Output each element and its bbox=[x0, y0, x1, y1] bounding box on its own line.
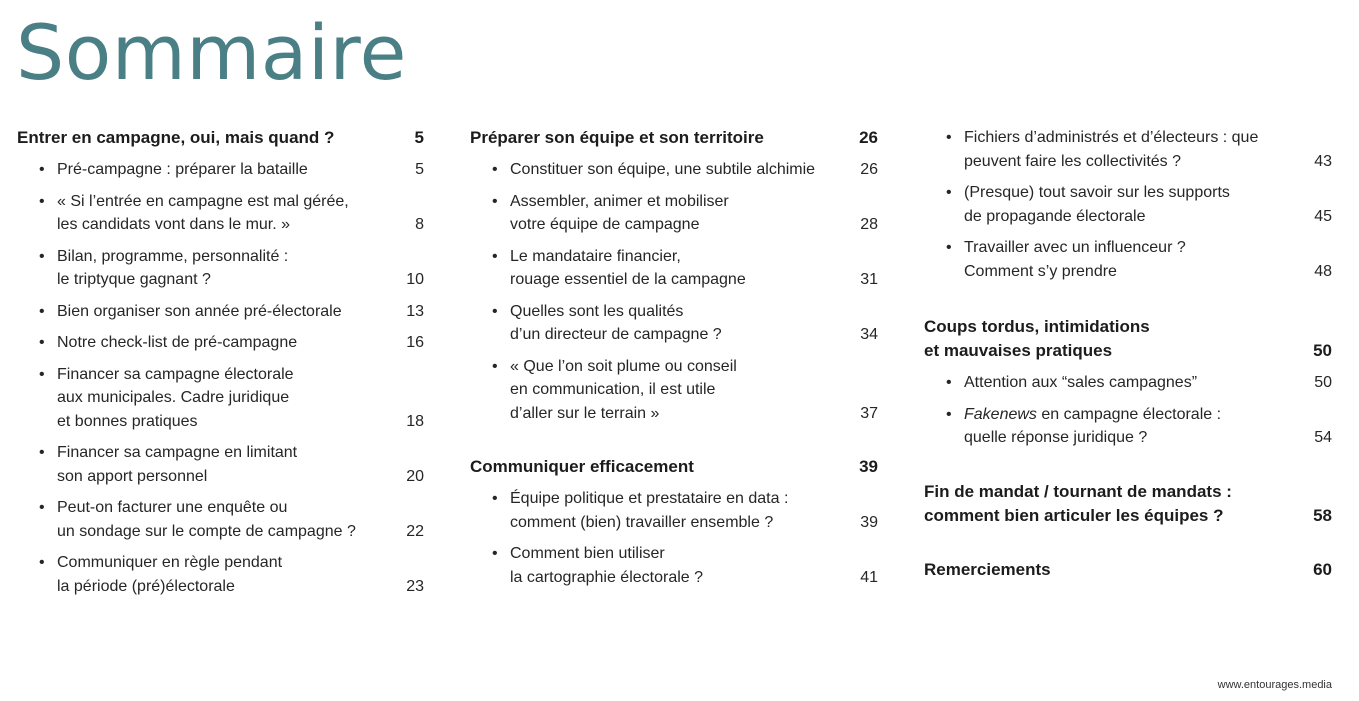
entry-page-number: 22 bbox=[406, 522, 424, 540]
entry-page-number: 54 bbox=[1314, 429, 1332, 446]
entry-title bbox=[964, 403, 1221, 450]
entry-page-number: 26 bbox=[860, 161, 878, 178]
footer-url[interactable]: www.entourages.media bbox=[1217, 679, 1332, 691]
toc-entry[interactable] bbox=[470, 542, 878, 589]
section-page-number: 50 bbox=[1313, 341, 1332, 360]
entry-page-number: 34 bbox=[860, 326, 878, 343]
entry-title: Bilan, programme, personnalité : le triptyque gagnant ? bbox=[57, 247, 289, 288]
section-title: Remerciements bbox=[924, 559, 1051, 579]
entry-title: Financer sa campagne électorale aux municipales. Cadre juridique et bonnes pratiques bbox=[57, 365, 294, 430]
toc-entry[interactable] bbox=[17, 300, 424, 324]
entry-page-number: 37 bbox=[860, 404, 878, 422]
toc-entry[interactable] bbox=[924, 181, 1332, 228]
page-title: Sommaire bbox=[16, 8, 407, 97]
entry-page-number: 13 bbox=[406, 302, 424, 320]
bullet-icon: • bbox=[39, 247, 45, 265]
toc-entry[interactable] bbox=[924, 126, 1332, 173]
entry-title: Fichiers d’administrés et d’électeurs : que peuvent faire les collectivités ? bbox=[964, 129, 1259, 170]
bullet-icon: • bbox=[39, 444, 45, 461]
entry-title: Bien organiser son année pré-électorale bbox=[57, 302, 342, 320]
entry-title: Peut-on facturer une enquête ou un sondage sur le compte de campagne ? bbox=[57, 499, 356, 540]
bullet-icon: • bbox=[946, 184, 952, 201]
entry-title: Équipe politique et prestataire en data : comment (bien) travailler ensemble ? bbox=[510, 490, 789, 531]
entry-title: Financer sa campagne en limitant son apport personnel bbox=[57, 444, 298, 485]
bullet-icon: • bbox=[39, 365, 45, 383]
entry-title: (Presque) tout savoir sur les supports de propagande électorale bbox=[964, 184, 1230, 225]
section-page-number: 26 bbox=[859, 128, 878, 147]
entry-title: Attention aux “sales campagnes” bbox=[964, 374, 1198, 391]
entry-page-number: 23 bbox=[406, 577, 424, 595]
toc-entry[interactable] bbox=[470, 487, 878, 534]
bullet-icon: • bbox=[492, 545, 498, 562]
entry-page-number: 50 bbox=[1314, 374, 1332, 391]
entry-title: Le mandataire financier, rouage essentiel de la campagne bbox=[510, 247, 746, 288]
entry-page-number: 41 bbox=[860, 568, 878, 586]
toc-entry[interactable] bbox=[17, 496, 424, 543]
entry-title: Communiquer en règle pendant la période (pré)électorale bbox=[57, 554, 283, 595]
toc-section[interactable] bbox=[924, 558, 1332, 582]
section-title: Communiquer efficacement bbox=[470, 457, 694, 476]
entry-title: « Si l’entrée en campagne est mal gérée, les candidats vont dans le mur. » bbox=[57, 192, 349, 233]
bullet-icon: • bbox=[39, 554, 45, 571]
toc-entry[interactable] bbox=[17, 441, 424, 488]
toc-section[interactable] bbox=[17, 126, 424, 150]
bullet-icon: • bbox=[39, 302, 45, 320]
toc-entry[interactable] bbox=[470, 190, 878, 237]
toc-entry-list bbox=[924, 371, 1332, 450]
entry-page-number: 43 bbox=[1314, 152, 1332, 170]
entry-page-number: 31 bbox=[860, 271, 878, 288]
bullet-icon: • bbox=[946, 374, 952, 391]
section-page-number: 39 bbox=[859, 457, 878, 476]
section-title: Entrer en campagne, oui, mais quand ? bbox=[17, 128, 335, 147]
bullet-icon: • bbox=[492, 247, 498, 265]
toc-section[interactable] bbox=[924, 315, 1332, 363]
entry-page-number: 18 bbox=[406, 412, 424, 430]
section-page-number: 5 bbox=[414, 128, 424, 147]
entry-page-number: 20 bbox=[406, 467, 424, 485]
entry-page-number: 39 bbox=[860, 513, 878, 531]
toc-entry[interactable] bbox=[470, 300, 878, 347]
toc-entry[interactable] bbox=[470, 355, 878, 426]
entry-page-number: 8 bbox=[415, 216, 424, 233]
entry-title: Travailler avec un influenceur ? Comment s’y prendre bbox=[964, 239, 1186, 280]
toc-entry[interactable] bbox=[924, 236, 1332, 283]
toc-entry[interactable] bbox=[17, 158, 424, 182]
section-title: Coups tordus, intimidations et mauvaises pratiques bbox=[924, 317, 1150, 360]
bullet-icon: • bbox=[492, 302, 498, 320]
bullet-icon: • bbox=[492, 161, 498, 178]
toc-section[interactable] bbox=[924, 480, 1332, 528]
entry-page-number: 16 bbox=[406, 334, 424, 351]
toc-entry[interactable] bbox=[470, 158, 878, 182]
toc-column-2 bbox=[470, 126, 878, 589]
bullet-icon: • bbox=[946, 239, 952, 256]
section-page-number: 60 bbox=[1313, 559, 1332, 579]
entry-page-number: 5 bbox=[415, 161, 424, 178]
entry-title: « Que l’on soit plume ou conseil en communication, il est utile d’aller sur le terrain » bbox=[510, 357, 737, 422]
entry-page-number: 10 bbox=[406, 271, 424, 288]
toc-section[interactable] bbox=[470, 126, 878, 150]
toc-column-3 bbox=[924, 126, 1332, 582]
toc-column-1 bbox=[17, 126, 424, 598]
entry-title-rest: en campagne électorale : quelle réponse juridique ? bbox=[964, 405, 1222, 446]
section-page-number: 58 bbox=[1313, 505, 1332, 525]
bullet-icon: • bbox=[39, 334, 45, 351]
bullet-icon: • bbox=[946, 129, 952, 146]
entry-title: Constituer son équipe, une subtile alchimie bbox=[510, 161, 816, 178]
toc-section[interactable] bbox=[470, 455, 878, 479]
toc-entry[interactable] bbox=[17, 190, 424, 237]
toc-entry[interactable] bbox=[17, 245, 424, 292]
entry-title: Comment bien utiliser la cartographie électorale ? bbox=[510, 545, 704, 586]
entry-page-number: 45 bbox=[1314, 207, 1332, 225]
entry-page-number: 48 bbox=[1314, 262, 1332, 280]
toc-entry[interactable] bbox=[17, 551, 424, 598]
toc-entry-list bbox=[470, 158, 878, 425]
bullet-icon: • bbox=[492, 357, 498, 375]
toc-entry-list bbox=[470, 487, 878, 589]
bullet-icon: • bbox=[39, 192, 45, 210]
bullet-icon: • bbox=[39, 161, 45, 178]
bullet-icon: • bbox=[39, 499, 45, 516]
toc-entry[interactable] bbox=[470, 245, 878, 292]
toc-entry-list bbox=[924, 126, 1332, 283]
entry-title-emphasis: Fakenews bbox=[964, 405, 1037, 423]
toc-entry[interactable] bbox=[924, 403, 1332, 450]
bullet-icon: • bbox=[492, 490, 498, 507]
bullet-icon: • bbox=[946, 405, 952, 423]
entry-title: Pré-campagne : préparer la bataille bbox=[57, 161, 308, 178]
bullet-icon: • bbox=[492, 192, 498, 210]
toc-entry[interactable] bbox=[17, 363, 424, 434]
toc-entry[interactable] bbox=[924, 371, 1332, 395]
toc-entry-list bbox=[17, 158, 424, 598]
entry-title: Notre check-list de pré-campagne bbox=[57, 334, 298, 351]
section-title: Préparer son équipe et son territoire bbox=[470, 128, 764, 147]
toc-entry[interactable] bbox=[17, 331, 424, 355]
entry-page-number: 28 bbox=[860, 216, 878, 233]
section-title: Fin de mandat / tournant de mandats : comment bien articuler les équipes ? bbox=[924, 481, 1232, 525]
entry-title: Assembler, animer et mobiliser votre équipe de campagne bbox=[510, 192, 729, 233]
entry-title: Quelles sont les qualités d’un directeur de campagne ? bbox=[510, 302, 722, 343]
